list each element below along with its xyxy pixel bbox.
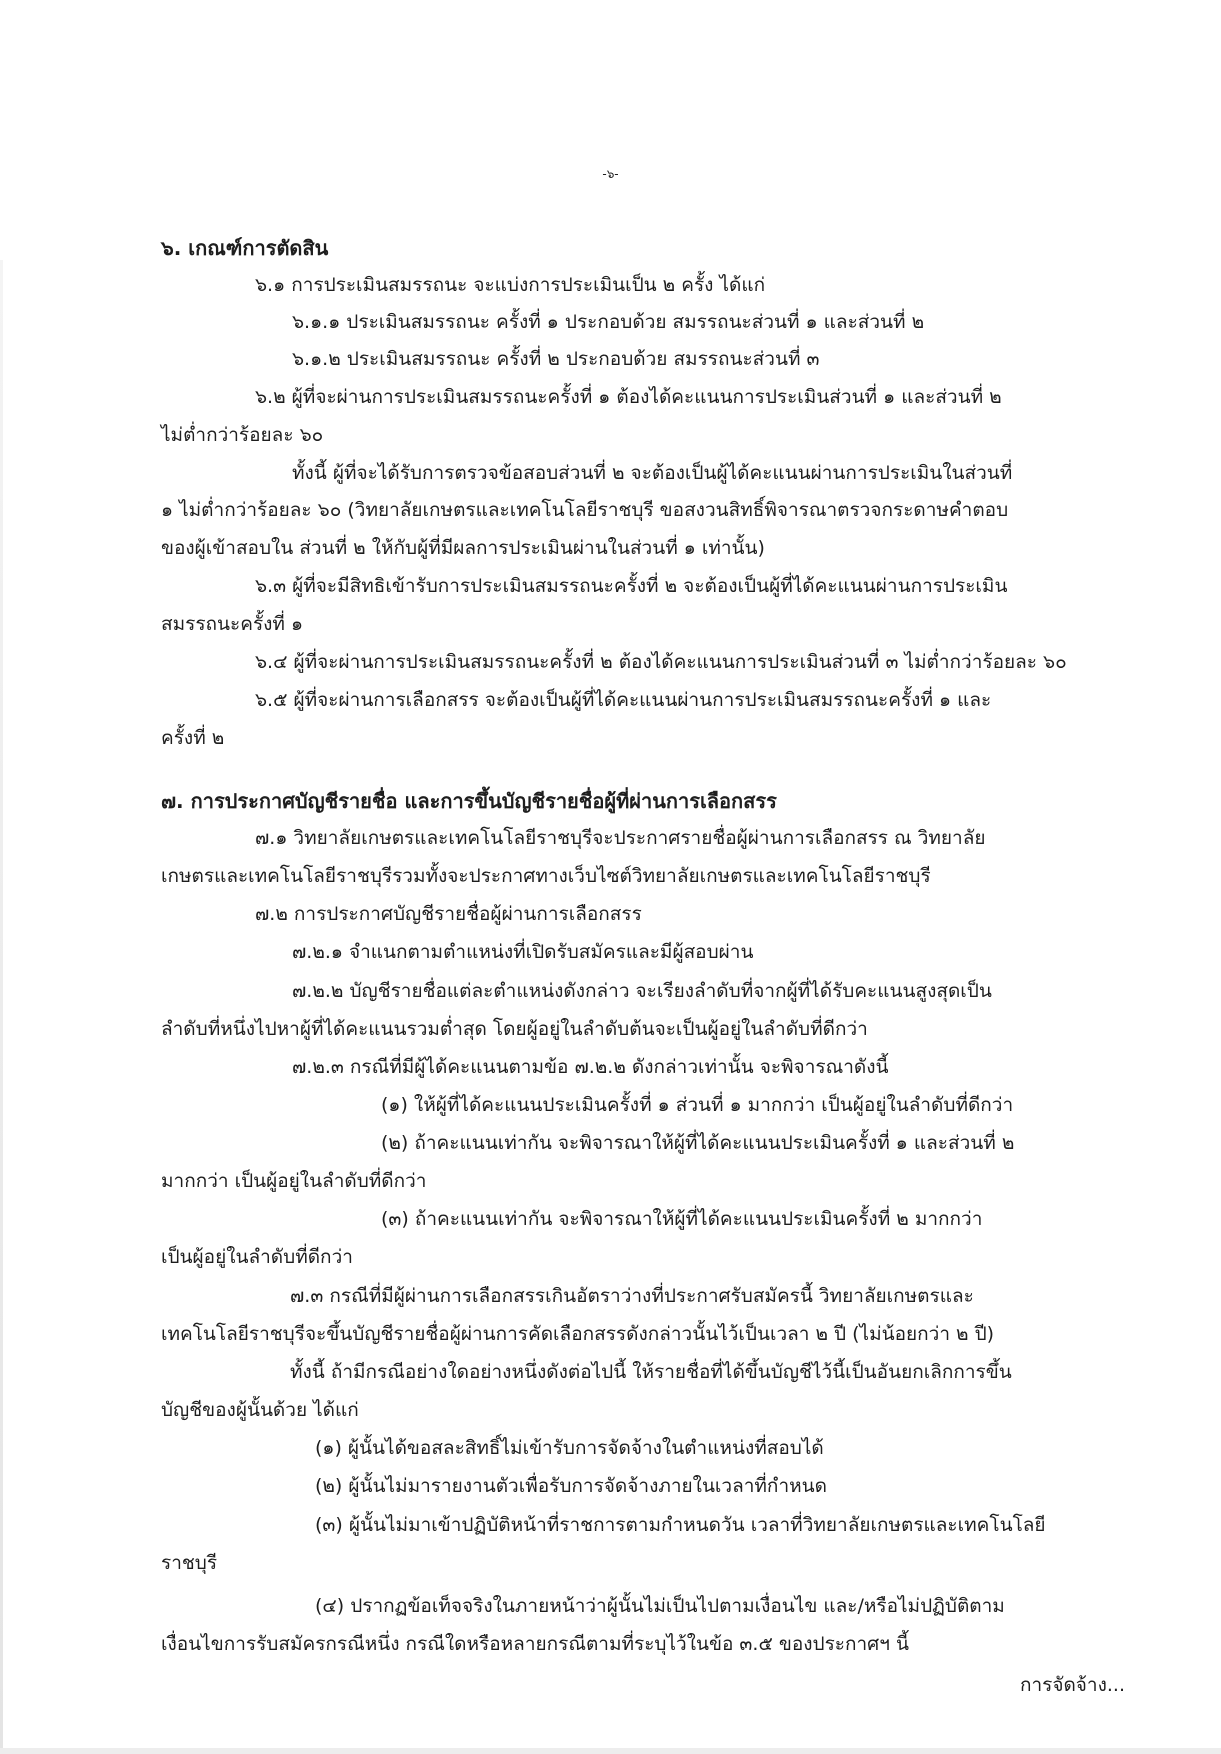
paragraph-line: ๑ ไม่ต่ำกว่าร้อยละ ๖๐ (วิทยาลัยเกษตรและเทคโนโลยีราชบุรี ขอสงวนสิทธิ์พิจารณาตรวจกระดาษคำตอบ — [161, 499, 1009, 521]
paragraph-line: ๖.๑ การประเมินสมรรถนะ จะแบ่งการประเมินเป็น ๒ ครั้ง ได้แก่ — [255, 274, 766, 296]
paragraph-line: ๗.๑ วิทยาลัยเกษตรและเทคโนโลยีราชบุรีจะประกาศรายชื่อผู้ผ่านการเลือกสรร ณ วิทยาลัย — [255, 827, 986, 849]
paragraph-line: ๗.๒ การประกาศบัญชีรายชื่อผู้ผ่านการเลือกสรร — [255, 903, 642, 925]
paragraph-line: เงื่อนไขการรับสมัครกรณีหนึ่ง กรณีใดหรือหลายกรณีตามที่ระบุไว้ในข้อ ๓.๕ ของประกาศฯ นี้ — [161, 1633, 909, 1655]
continuation-text: การจัดจ้าง... — [1019, 1674, 1125, 1696]
paragraph-line: (๔) ปรากฏข้อเท็จจริงในภายหน้าว่าผู้นั้นไม่เป็นไปตามเงื่อนไข และ/หรือไม่ปฏิบัติตาม — [315, 1595, 1005, 1617]
paragraph-line: ราชบุรี — [161, 1552, 218, 1574]
page-number: -๖- — [602, 167, 619, 181]
paragraph-line: บัญชีของผู้นั้นด้วย ได้แก่ — [161, 1399, 359, 1421]
paragraph-line: เป็นผู้อยู่ในลำดับที่ดีกว่า — [161, 1246, 353, 1268]
paragraph-line: ของผู้เข้าสอบใน ส่วนที่ ๒ ให้กับผู้ที่มีผลการประเมินผ่านในส่วนที่ ๑ เท่านั้น) — [161, 537, 765, 559]
paragraph-line: ๗.๒.๒ บัญชีรายชื่อแต่ละตำแหน่งดังกล่าว จะเรียงลำดับที่จากผู้ที่ได้รับคะแนนสูงสุดเป็น — [292, 980, 992, 1002]
paragraph-line: มากกว่า เป็นผู้อยู่ในลำดับที่ดีกว่า — [161, 1170, 427, 1192]
paragraph-line: ๗.๒.๓ กรณีที่มีผู้ได้คะแนนตามข้อ ๗.๒.๒ ดังกล่าวเท่านั้น จะพิจารณาดังนี้ — [292, 1056, 889, 1078]
paragraph-line: (๓) ถ้าคะแนนเท่ากัน จะพิจารณาให้ผู้ที่ได้คะแนนประเมินครั้งที่ ๒ มากกว่า — [381, 1208, 983, 1230]
paragraph-line: สมรรถนะครั้งที่ ๑ — [161, 613, 304, 635]
paragraph-line: ๖.๓ ผู้ที่จะมีสิทธิเข้ารับการประเมินสมรรถนะครั้งที่ ๒ จะต้องเป็นผู้ที่ได้คะแนนผ่านการประเมิน — [255, 575, 1008, 597]
paragraph-line: ๖.๑.๑ ประเมินสมรรถนะ ครั้งที่ ๑ ประกอบด้วย สมรรถนะส่วนที่ ๑ และส่วนที่ ๒ — [292, 311, 925, 333]
paragraph-line: ไม่ต่ำกว่าร้อยละ ๖๐ — [161, 424, 324, 446]
paragraph-line: เทคโนโลยีราชบุรีจะขึ้นบัญชีรายชื่อผู้ผ่านการคัดเลือกสรรดังกล่าวนั้นไว้เป็นเวลา ๒ ปี (ไม่น้อยกว่า ๒ ปี) — [161, 1323, 995, 1345]
paragraph-line: ทั้งนี้ ผู้ที่จะได้รับการตรวจข้อสอบส่วนที่ ๒ จะต้องเป็นผู้ได้คะแนนผ่านการประเมินในส่วนที่ — [292, 462, 1013, 484]
scan-edge-bottom — [0, 1748, 1221, 1754]
paragraph-line: ทั้งนี้ ถ้ามีกรณีอย่างใดอย่างหนึ่งดังต่อไปนี้ ให้รายชื่อที่ได้ขึ้นบัญชีไว้นี้เป็นอันยกเลิกการขึ้น — [290, 1361, 1012, 1383]
scan-edge-left — [0, 260, 3, 1754]
paragraph-line: เกษตรและเทคโนโลยีราชบุรีรวมทั้งจะประกาศทางเว็บไซต์วิทยาลัยเกษตรและเทคโนโลยีราชบุรี — [161, 865, 931, 887]
paragraph-line: (๒) ถ้าคะแนนเท่ากัน จะพิจารณาให้ผู้ที่ได้คะแนนประเมินครั้งที่ ๑ และส่วนที่ ๒ — [381, 1132, 1015, 1154]
paragraph-line: (๒) ผู้นั้นไม่มารายงานตัวเพื่อรับการจัดจ้างภายในเวลาที่กำหนด — [315, 1475, 827, 1497]
paragraph-line: (๑) ผู้นั้นได้ขอสละสิทธิ์ไม่เข้ารับการจัดจ้างในตำแหน่งที่สอบได้ — [315, 1437, 824, 1459]
paragraph-line: (๓) ผู้นั้นไม่มาเข้าปฏิบัติหน้าที่ราชการตามกำหนดวัน เวลาที่วิทยาลัยเกษตรและเทคโนโลยี — [315, 1514, 1046, 1536]
paragraph-line: ครั้งที่ ๒ — [161, 727, 225, 749]
paragraph-line: ๖.๕ ผู้ที่จะผ่านการเลือกสรร จะต้องเป็นผู้ที่ได้คะแนนผ่านการประเมินสมรรถนะครั้งที่ ๑ และ — [255, 689, 992, 711]
paragraph-line: ๗.๓ กรณีที่มีผู้ผ่านการเลือกสรรเกินอัตราว่างที่ประกาศรับสมัครนี้ วิทยาลัยเกษตรและ — [290, 1285, 974, 1307]
section-7-heading: ๗. การประกาศบัญชีรายชื่อ และการขึ้นบัญชีรายชื่อผู้ที่ผ่านการเลือกสรร — [161, 789, 777, 813]
paragraph-line: ลำดับที่หนึ่งไปหาผู้ที่ได้คะแนนรวมต่ำสุด โดยผู้อยู่ในลำดับต้นจะเป็นผู้อยู่ในลำดับที่ดีกว่า — [161, 1018, 868, 1040]
paragraph-line: (๑) ให้ผู้ที่ได้คะแนนประเมินครั้งที่ ๑ ส่วนที่ ๑ มากกว่า เป็นผู้อยู่ในลำดับที่ดีกว่า — [381, 1094, 1014, 1116]
paragraph-line: ๖.๒ ผู้ที่จะผ่านการประเมินสมรรถนะครั้งที่ ๑ ต้องได้คะแนนการประเมินส่วนที่ ๑ และส่วนที่ ๒ — [255, 386, 1002, 408]
paragraph-line: ๖.๔ ผู้ที่จะผ่านการประเมินสมรรถนะครั้งที่ ๒ ต้องได้คะแนนการประเมินส่วนที่ ๓ ไม่ต่ำกว่าร้อยละ ๖๐ — [255, 651, 1067, 673]
paragraph-line: ๖.๑.๒ ประเมินสมรรถนะ ครั้งที่ ๒ ประกอบด้วย สมรรถนะส่วนที่ ๓ — [292, 348, 820, 370]
paragraph-line: ๗.๒.๑ จำแนกตามตำแหน่งที่เปิดรับสมัครและมีผู้สอบผ่าน — [292, 941, 754, 963]
section-6-heading: ๖. เกณฑ์การตัดสิน — [161, 236, 329, 260]
